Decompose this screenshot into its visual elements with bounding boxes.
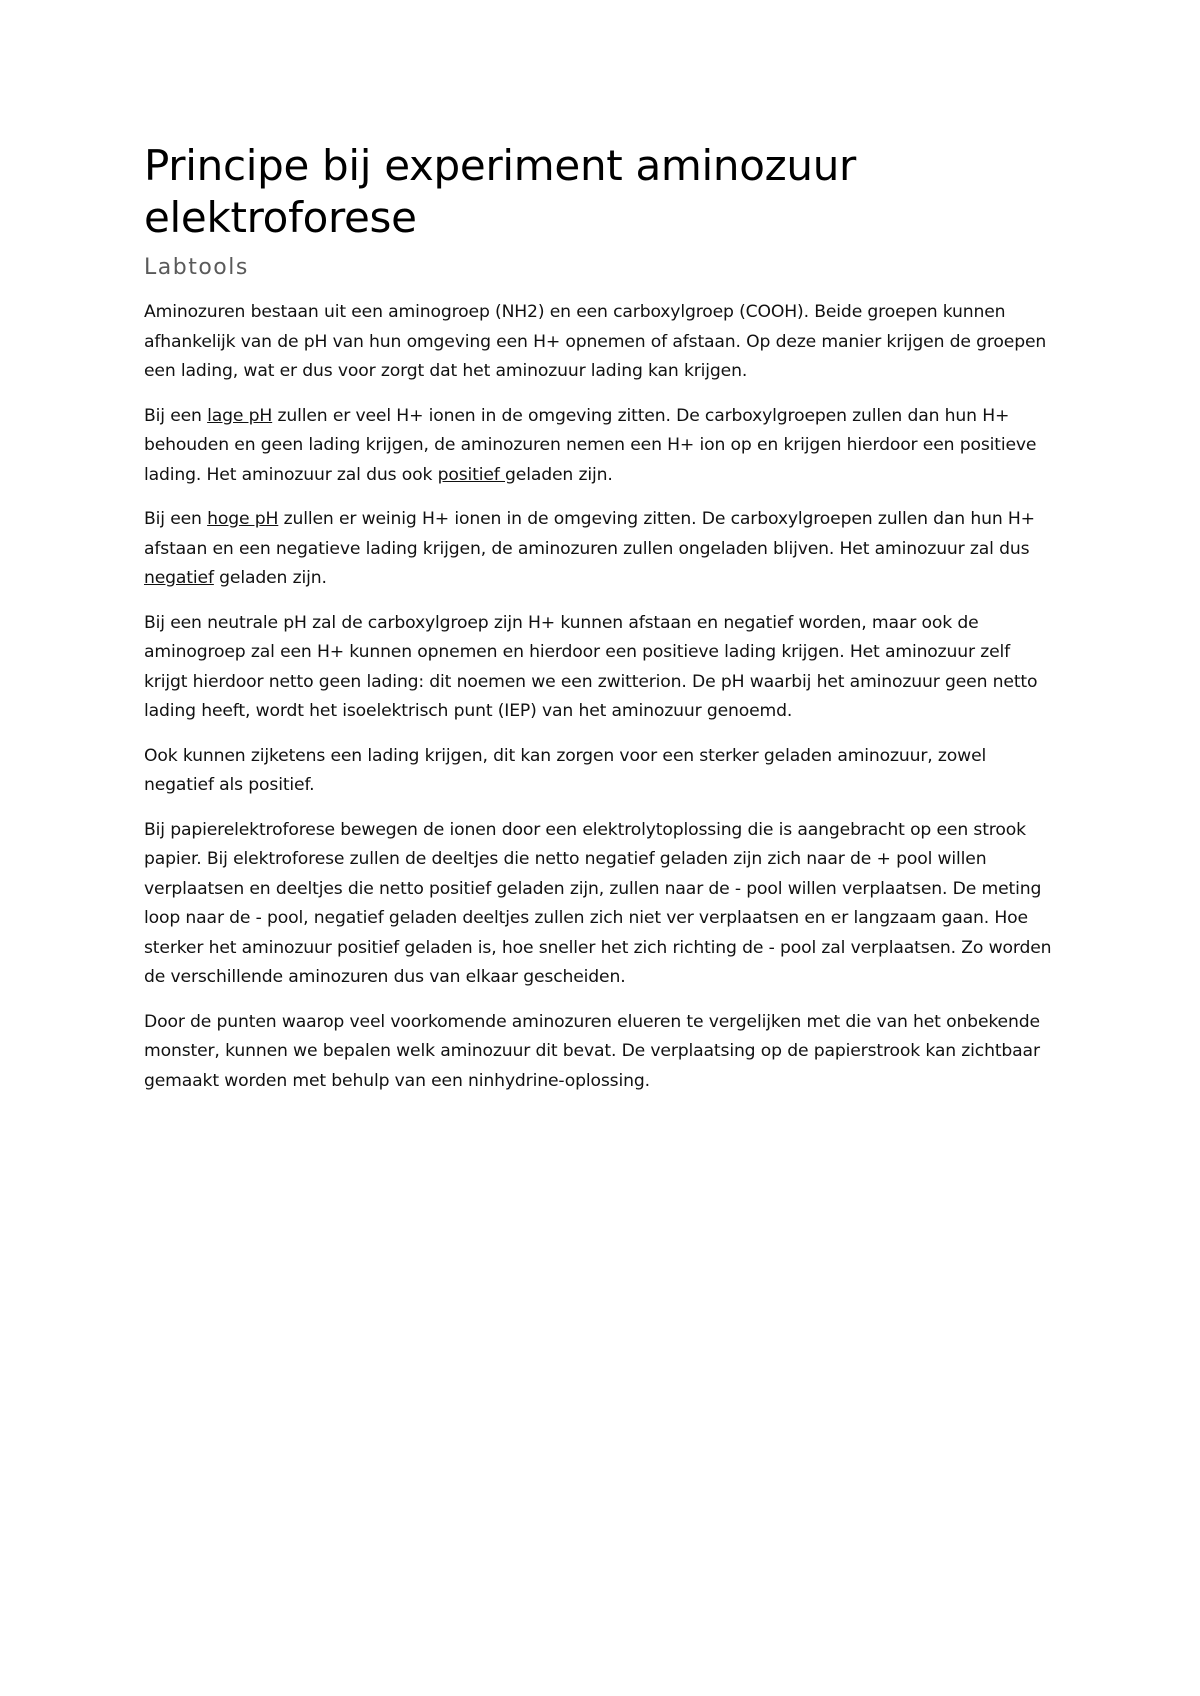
paragraph-intro [144,298,1056,387]
paragraph-low-ph [144,402,1056,491]
underlined-term-negatief: negatief [144,568,214,588]
text-segment: geladen zijn. [505,464,613,485]
text-segment: zullen er weinig H+ ionen in de omgeving zitten. De carboxylgroepen zullen dan hun H+ afstaan en een negatieve lading krijgen, de aminozuren zullen ongeladen blijven. Het aminozuur zal dus [144,509,1035,559]
text-segment: Bij een [144,509,208,529]
paragraph-paper-electrophoresis [144,816,1056,993]
underlined-term-hoge-ph: hoge pH [207,509,279,529]
text-segment: zullen er veel H+ ionen in de omgeving zitten. De carboxylgroepen zullen dan hun H+ behouden en geen lading krijgen, de aminozuren nemen een H+ ion op en krijgen hierdoor een positieve lading. Het aminozuur zal dus ook [144,405,1037,485]
document-title: Principe bij experiment aminozuur elektroforese [144,141,856,242]
underlined-term-lage-ph: lage pH [207,405,273,426]
paragraph-neutral-ph [144,609,1056,727]
text-segment: Aminozuren bestaan uit een aminogroep (NH2) en een carboxylgroep (COOH). Beide groepen kunnen afhankelijk van de pH van hun omgeving een H+ opnemen of afstaan. Op deze manier krijgen de groepen een lading, wat er dus voor zorgt dat het aminozuur lading kan krijgen. [144,302,1047,381]
text-segment: geladen zijn. [213,568,327,588]
text-segment: Bij papierelektroforese bewegen de ionen door een elektrolytoplossing die is aangebracht op een strook papier. Bij elektroforese zullen de deeltjes die netto negatief geladen zijn zich naar de + pool willen verplaatsen en deeltjes die netto positief geladen zijn, zullen naar de - pool willen verplaatsen. De meting loop naar de - pool, negatief geladen deeltjes zullen zich niet ver verplaatsen en er langzaam gaan. Hoe sterker het aminozuur positief geladen is, hoe sneller het zich richting de - pool zal verplaatsen. Zo worden de verschillende aminozuren dus van elkaar gescheiden. [144,819,1052,987]
document-subtitle: Labtools [144,255,249,280]
paragraph-high-ph [144,505,1056,594]
paragraph-side-chains [144,742,1056,801]
text-segment: Bij een [144,405,208,426]
text-segment: Ook kunnen zijketens een lading krijgen, dit kan zorgen voor een sterker geladen aminozuur, zowel negatief als positief. [144,745,987,795]
text-segment: Bij een neutrale pH zal de carboxylgroep zijn H+ kunnen afstaan en negatief worden, maar ook de aminogroep zal een H+ kunnen opnemen en hierdoor een positieve lading krijgen. Het aminozuur zelf krijgt hierdoor netto geen lading: dit noemen we een zwitterion. De pH waarbij het aminozuur geen netto lading heeft, wordt het isoelektrisch punt (IEP) van het aminozuur genoemd. [144,612,1038,721]
text-segment: Door de punten waarop veel voorkomende aminozuren elueren te vergelijken met die van het onbekende monster, kunnen we bepalen welk aminozuur dit bevat. De verplaatsing op de papierstrook kan zichtbaar gemaakt worden met behulp van een ninhydrine-oplossing. [144,1011,1040,1091]
document-body [144,140,1056,1111]
underlined-term-positief: positief [437,464,506,485]
paragraph-comparison [144,1008,1056,1097]
